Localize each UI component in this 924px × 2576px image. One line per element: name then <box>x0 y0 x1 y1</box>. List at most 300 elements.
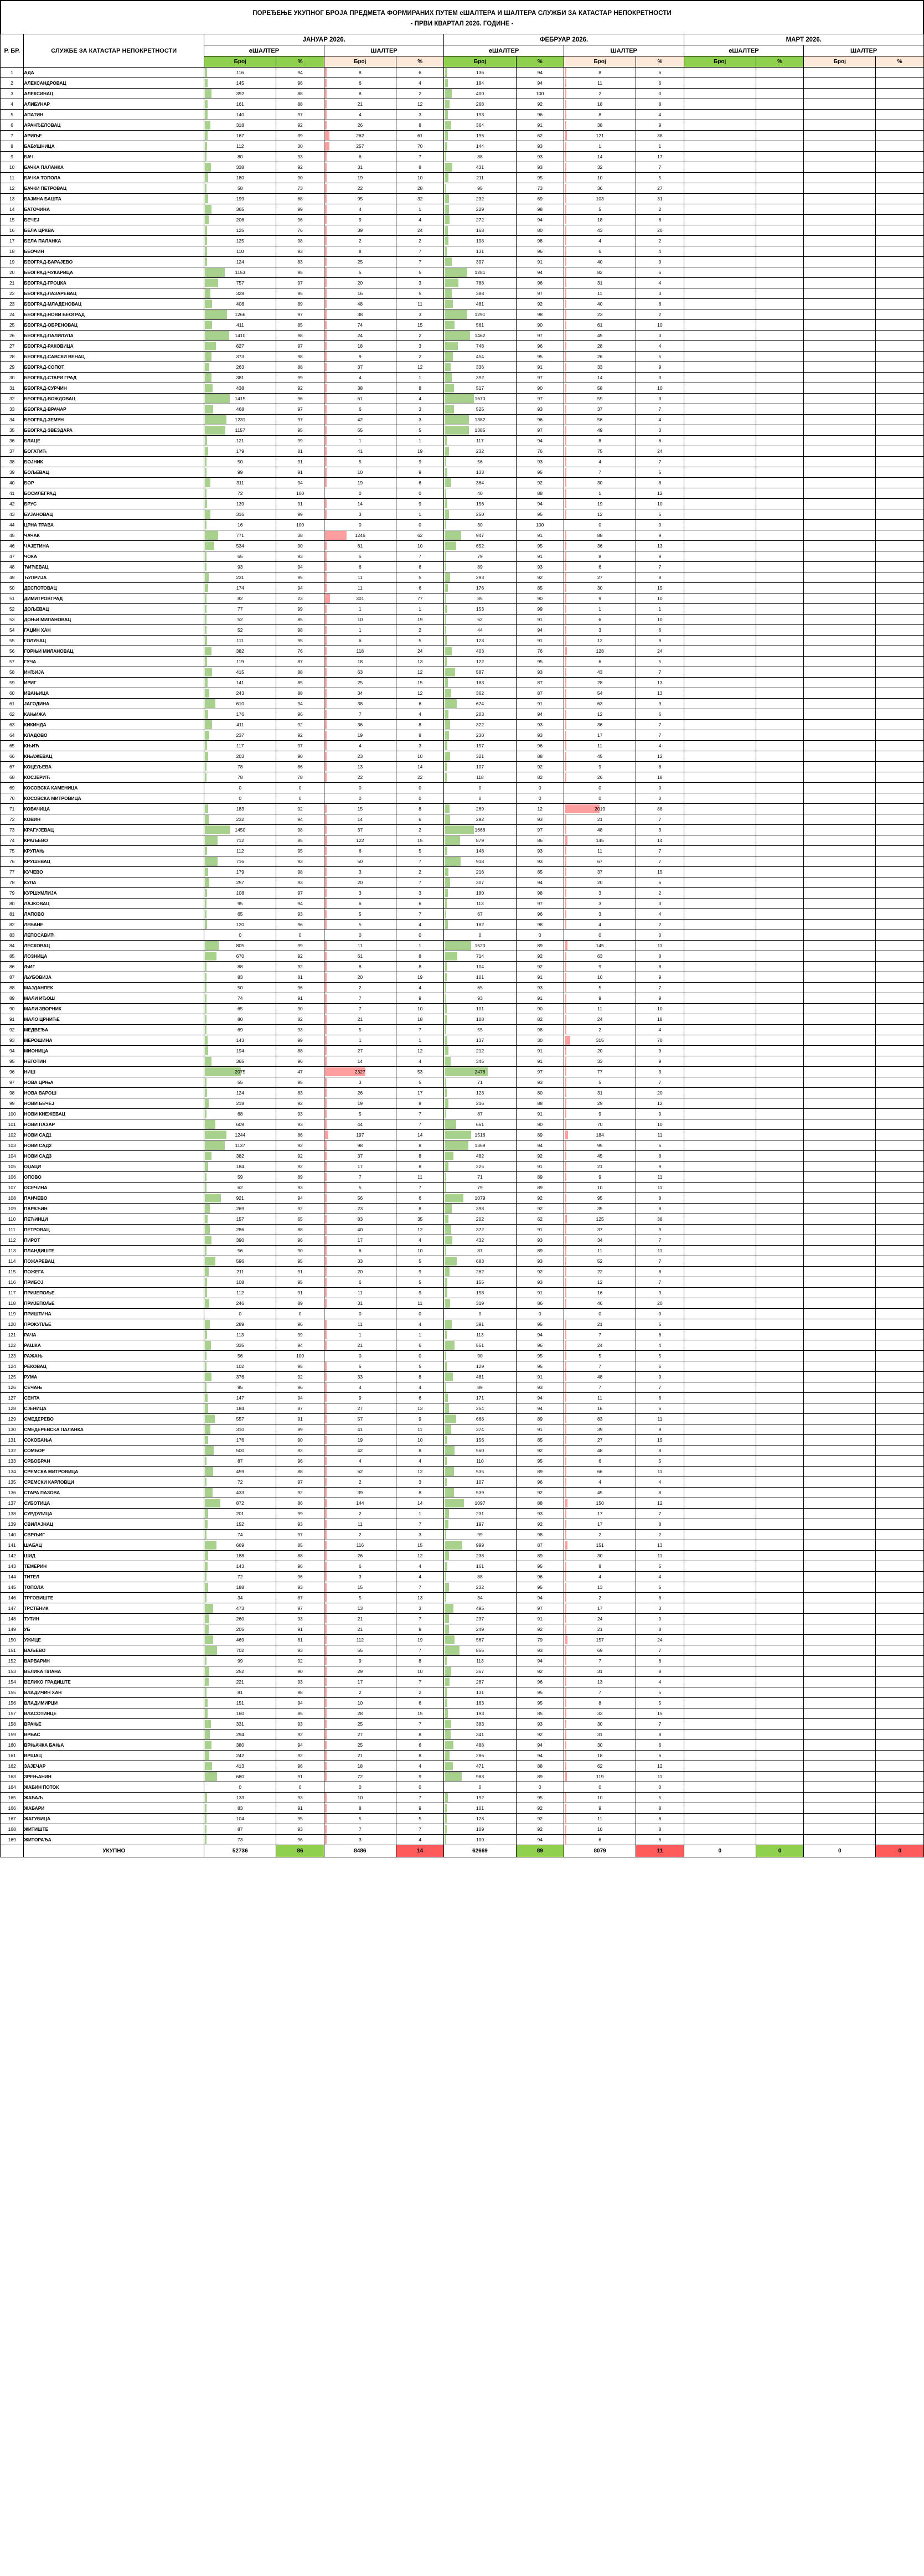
value-bar <box>565 447 566 456</box>
value-bar <box>325 152 327 161</box>
row-number: 38 <box>1 457 24 467</box>
cell-count: 8 <box>324 1803 396 1814</box>
value-bar <box>445 636 447 645</box>
cell-percent: 9 <box>636 551 684 562</box>
value-bar <box>205 836 217 845</box>
cell-count <box>804 1498 876 1509</box>
cell-percent <box>876 709 924 720</box>
cell-percent: 92 <box>516 1446 564 1456</box>
cell-percent: 38 <box>636 1214 684 1225</box>
value-bar <box>325 1436 327 1444</box>
value-bar <box>325 1520 327 1529</box>
cell-percent <box>876 1793 924 1803</box>
cell-count <box>684 877 756 888</box>
value-bar <box>445 1572 446 1581</box>
cell-count: 6 <box>324 404 396 415</box>
table-row <box>1 1382 924 1393</box>
cell-percent: 4 <box>396 394 444 404</box>
value-bar <box>205 1351 207 1360</box>
cell-count: 176 <box>444 583 516 593</box>
cell-percent: 9 <box>396 1803 444 1814</box>
cell-percent: 92 <box>276 1488 324 1498</box>
row-number: 41 <box>1 488 24 499</box>
cell-count: 627 <box>204 341 276 352</box>
cell-count: 0 <box>564 1782 636 1793</box>
cell-percent <box>756 1824 803 1835</box>
cell-percent: 94 <box>516 625 564 636</box>
value-bar <box>205 1246 207 1255</box>
cell-percent: 94 <box>516 1403 564 1414</box>
cell-percent: 8 <box>396 1204 444 1214</box>
cell-count: 42 <box>324 415 396 425</box>
cell-count: 89 <box>444 562 516 572</box>
cell-count <box>684 1109 756 1119</box>
value-bar <box>445 1604 453 1613</box>
cell-percent <box>756 1593 803 1603</box>
value-bar <box>205 236 207 245</box>
cell-count: 125 <box>204 236 276 246</box>
service-name: СОКОБАЊА <box>24 1435 204 1446</box>
value-bar <box>445 1278 447 1287</box>
cell-count: 367 <box>444 1666 516 1677</box>
cell-count: 144 <box>444 141 516 152</box>
service-name: БЕОГРАД-ЛАЗАРЕВАЦ <box>24 288 204 299</box>
value-bar <box>205 1152 211 1160</box>
cell-percent: 91 <box>516 1056 564 1067</box>
row-number: 66 <box>1 751 24 762</box>
cell-percent <box>876 1803 924 1814</box>
cell-percent: 4 <box>636 1477 684 1488</box>
cell-percent <box>876 1025 924 1035</box>
totals-label: УКУПНО <box>24 1845 204 1857</box>
cell-count <box>684 1151 756 1161</box>
cell-percent: 1 <box>396 1330 444 1340</box>
cell-count: 551 <box>444 1340 516 1351</box>
table-row <box>1 1456 924 1467</box>
cell-count <box>684 1098 756 1109</box>
cell-count <box>684 309 756 320</box>
table-row <box>1 1467 924 1477</box>
cell-percent: 98 <box>276 625 324 636</box>
cell-count: 11 <box>564 1393 636 1403</box>
cell-percent <box>876 530 924 541</box>
value-bar <box>325 321 327 329</box>
cell-count <box>684 951 756 962</box>
cell-percent <box>756 1109 803 1119</box>
cell-count: 14 <box>324 499 396 509</box>
service-name: ТОПОЛА <box>24 1582 204 1593</box>
cell-percent: 6 <box>396 1193 444 1204</box>
cell-percent: 1 <box>396 941 444 951</box>
cell-percent <box>756 920 803 930</box>
cell-percent: 95 <box>516 1561 564 1572</box>
cell-percent <box>756 436 803 446</box>
cell-percent: 93 <box>516 1235 564 1246</box>
cell-percent <box>756 888 803 899</box>
cell-percent: 6 <box>636 78 684 89</box>
value-bar <box>445 1457 446 1465</box>
cell-percent <box>756 562 803 572</box>
cell-percent: 6 <box>636 68 684 78</box>
cell-percent: 10 <box>396 1246 444 1256</box>
cell-percent: 85 <box>276 615 324 625</box>
cell-count: 39 <box>564 1424 636 1435</box>
cell-percent: 97 <box>276 741 324 751</box>
cell-count: 128 <box>444 1814 516 1824</box>
cell-count <box>684 278 756 288</box>
cell-percent <box>876 446 924 457</box>
cell-percent <box>876 257 924 267</box>
cell-count: 471 <box>444 1761 516 1772</box>
cell-percent: 9 <box>636 1225 684 1235</box>
value-bar <box>565 394 566 403</box>
cell-percent <box>756 1193 803 1204</box>
value-bar <box>445 236 448 245</box>
cell-percent: 88 <box>276 1551 324 1561</box>
cell-percent: 95 <box>516 509 564 520</box>
cell-percent: 4 <box>636 909 684 920</box>
row-number: 113 <box>1 1246 24 1256</box>
value-bar <box>205 1236 211 1245</box>
cell-count: 11 <box>324 572 396 583</box>
cell-percent <box>876 415 924 425</box>
table-row <box>1 520 924 530</box>
cell-percent <box>876 1424 924 1435</box>
cell-percent: 15 <box>396 320 444 331</box>
value-bar <box>445 321 455 329</box>
table-row <box>1 1204 924 1214</box>
table-row <box>1 183 924 194</box>
value-bar <box>565 1741 566 1749</box>
cell-percent: 13 <box>636 1540 684 1551</box>
cell-count: 668 <box>444 1414 516 1424</box>
cell-percent: 8 <box>396 1098 444 1109</box>
cell-count <box>804 331 876 341</box>
cell-count <box>804 1214 876 1225</box>
row-number: 168 <box>1 1824 24 1835</box>
row-number: 95 <box>1 1056 24 1067</box>
cell-count: 59 <box>564 394 636 404</box>
cell-count: 26 <box>564 772 636 783</box>
cell-count <box>684 941 756 951</box>
service-name: СВРЉИГ <box>24 1530 204 1540</box>
cell-percent: 2 <box>636 204 684 215</box>
value-bar <box>205 1804 207 1813</box>
service-name: АЛЕКСАНДРОВАЦ <box>24 78 204 89</box>
cell-percent <box>876 888 924 899</box>
cell-percent: 76 <box>516 446 564 457</box>
value-bar <box>205 1488 213 1497</box>
cell-percent <box>876 657 924 667</box>
service-name: ПАРАЋИН <box>24 1204 204 1214</box>
cell-count <box>804 1361 876 1372</box>
cell-count <box>804 720 876 730</box>
cell-count: 0 <box>564 793 636 804</box>
cell-count: 4 <box>564 920 636 930</box>
cell-count <box>684 1161 756 1172</box>
value-bar <box>205 657 207 666</box>
cell-percent <box>756 772 803 783</box>
cell-count <box>684 1551 756 1561</box>
service-name: ПОЖАРЕВАЦ <box>24 1256 204 1267</box>
cell-percent <box>876 404 924 415</box>
cell-percent <box>756 1288 803 1298</box>
value-bar <box>565 1425 566 1434</box>
cell-percent <box>876 1225 924 1235</box>
cell-count <box>684 383 756 394</box>
cell-percent <box>876 720 924 730</box>
cell-count: 6 <box>564 1456 636 1467</box>
cell-percent: 5 <box>636 1687 684 1698</box>
cell-count: 40 <box>444 488 516 499</box>
value-bar <box>565 1320 566 1329</box>
cell-percent: 0 <box>636 1309 684 1319</box>
cell-percent <box>876 236 924 246</box>
cell-count: 289 <box>204 1319 276 1330</box>
cell-percent: 92 <box>516 1151 564 1161</box>
cell-percent: 9 <box>636 636 684 646</box>
value-bar <box>325 1099 327 1108</box>
cell-percent: 12 <box>516 804 564 814</box>
table-row <box>1 941 924 951</box>
cell-count: 161 <box>204 99 276 110</box>
cell-percent: 0 <box>396 488 444 499</box>
cell-percent <box>876 1509 924 1519</box>
cell-count: 438 <box>204 383 276 394</box>
value-bar <box>325 1667 327 1676</box>
cell-count <box>804 962 876 972</box>
cell-count <box>804 1382 876 1393</box>
value-bar <box>325 131 329 140</box>
value-bar <box>445 594 446 603</box>
cell-percent <box>876 1446 924 1456</box>
value-bar <box>205 173 208 182</box>
value-bar <box>325 1109 327 1118</box>
row-number: 102 <box>1 1130 24 1140</box>
col-header-month-february: ФЕБРУАР 2026. <box>444 34 684 45</box>
value-bar <box>325 1120 327 1129</box>
cell-percent <box>756 825 803 835</box>
cell-percent: 7 <box>636 856 684 867</box>
cell-percent: 9 <box>636 1046 684 1056</box>
value-bar <box>445 1741 453 1749</box>
row-number: 149 <box>1 1624 24 1635</box>
cell-percent: 96 <box>276 1319 324 1330</box>
cell-count: 10 <box>564 1824 636 1835</box>
cell-count <box>804 120 876 131</box>
cell-percent: 92 <box>516 962 564 972</box>
value-bar <box>445 499 447 508</box>
value-bar <box>325 142 329 151</box>
value-bar <box>325 1152 327 1160</box>
value-bar <box>325 373 327 382</box>
cell-count <box>804 846 876 856</box>
cell-count: 13 <box>564 1677 636 1687</box>
value-bar <box>445 1415 456 1423</box>
cell-count <box>684 1446 756 1456</box>
table-row <box>1 1603 924 1614</box>
cell-count: 18 <box>324 1761 396 1772</box>
value-bar <box>445 1341 454 1350</box>
cell-count: 5 <box>324 909 396 920</box>
row-number: 136 <box>1 1488 24 1498</box>
cell-count: 29 <box>564 1098 636 1109</box>
cell-percent <box>756 636 803 646</box>
table-row <box>1 309 924 320</box>
cell-count: 88 <box>444 1572 516 1582</box>
row-number: 108 <box>1 1193 24 1204</box>
cell-count: 20 <box>324 877 396 888</box>
cell-count: 150 <box>564 1498 636 1509</box>
service-name: БАЧКА ТОПОЛА <box>24 173 204 183</box>
cell-count: 380 <box>204 1740 276 1751</box>
value-bar <box>445 1614 448 1623</box>
cell-percent: 4 <box>636 246 684 257</box>
cell-count <box>684 730 756 741</box>
cell-percent <box>756 835 803 846</box>
cell-percent: 13 <box>636 688 684 699</box>
cell-count: 212 <box>444 1046 516 1056</box>
cell-percent <box>756 688 803 699</box>
cell-count: 319 <box>444 1298 516 1309</box>
cell-percent: 69 <box>516 194 564 204</box>
cell-percent: 93 <box>276 1582 324 1593</box>
value-bar <box>325 1194 327 1202</box>
cell-count <box>804 699 876 709</box>
cell-percent: 7 <box>636 730 684 741</box>
row-number: 21 <box>1 278 24 288</box>
row-number: 4 <box>1 99 24 110</box>
cell-count <box>684 888 756 899</box>
cell-count: 469 <box>204 1635 276 1645</box>
cell-percent <box>876 1330 924 1340</box>
cell-percent: 4 <box>396 1572 444 1582</box>
cell-count: 286 <box>204 1225 276 1235</box>
value-bar <box>565 584 566 592</box>
cell-percent: 24 <box>636 1635 684 1645</box>
cell-percent <box>756 225 803 236</box>
cell-count: 482 <box>444 1151 516 1161</box>
cell-percent <box>756 1708 803 1719</box>
row-number: 47 <box>1 551 24 562</box>
row-number: 166 <box>1 1803 24 1814</box>
cell-count: 345 <box>444 1056 516 1067</box>
cell-percent <box>876 1498 924 1509</box>
cell-percent <box>756 1477 803 1488</box>
cell-percent: 4 <box>396 1056 444 1067</box>
cell-count: 411 <box>204 720 276 730</box>
row-number: 107 <box>1 1183 24 1193</box>
table-row <box>1 373 924 383</box>
cell-percent <box>756 1035 803 1046</box>
cell-count: 12 <box>564 636 636 646</box>
row-number: 60 <box>1 688 24 699</box>
cell-count: 52 <box>204 615 276 625</box>
cell-percent <box>756 404 803 415</box>
cell-count: 8 <box>564 436 636 446</box>
cell-count: 59 <box>204 1172 276 1183</box>
service-name: ЖАГУБИЦА <box>24 1814 204 1824</box>
cell-percent: 17 <box>396 1088 444 1098</box>
value-bar <box>445 1099 448 1108</box>
value-bar <box>445 205 448 214</box>
cell-percent: 89 <box>516 1172 564 1183</box>
cell-percent: 8 <box>636 478 684 488</box>
cell-percent: 96 <box>276 1382 324 1393</box>
cell-count <box>684 930 756 941</box>
row-number: 92 <box>1 1025 24 1035</box>
cell-count: 216 <box>444 867 516 877</box>
cell-count: 11 <box>564 741 636 751</box>
value-bar <box>565 289 566 298</box>
row-number: 103 <box>1 1140 24 1151</box>
cell-count: 8 <box>324 89 396 99</box>
cell-percent <box>756 1624 803 1635</box>
table-row <box>1 488 924 499</box>
col-header-feb-s-broj: Број <box>564 56 636 68</box>
cell-percent: 47 <box>276 1067 324 1077</box>
cell-count: 310 <box>204 1424 276 1435</box>
cell-count: 292 <box>444 814 516 825</box>
value-bar <box>565 1656 566 1665</box>
cell-percent: 8 <box>396 1656 444 1666</box>
cell-percent: 94 <box>516 1593 564 1603</box>
cell-count <box>804 562 876 572</box>
cell-percent: 11 <box>396 299 444 309</box>
cell-percent: 94 <box>516 78 564 89</box>
value-bar <box>565 1393 566 1402</box>
cell-percent <box>876 173 924 183</box>
cell-percent: 8 <box>636 762 684 772</box>
cell-percent: 94 <box>516 1393 564 1403</box>
cell-percent <box>756 867 803 877</box>
cell-percent: 0 <box>396 1782 444 1793</box>
cell-count: 145 <box>564 835 636 846</box>
cell-percent: 11 <box>636 1183 684 1193</box>
cell-count <box>804 1782 876 1793</box>
cell-count: 712 <box>204 835 276 846</box>
service-name: НОВИ САД1 <box>24 1130 204 1140</box>
cell-percent: 6 <box>636 625 684 636</box>
service-name: БЕОГРАД-САВСКИ ВЕНАЦ <box>24 352 204 362</box>
cell-count <box>684 1330 756 1340</box>
service-name: КРАЉЕВО <box>24 835 204 846</box>
cell-percent: 70 <box>396 141 444 152</box>
cell-percent: 4 <box>636 1677 684 1687</box>
cell-percent: 1 <box>396 204 444 215</box>
cell-count: 65 <box>204 909 276 920</box>
row-number: 169 <box>1 1835 24 1845</box>
cell-count: 0 <box>444 1309 516 1319</box>
value-bar <box>325 1078 327 1087</box>
cell-count <box>684 1698 756 1708</box>
cell-count <box>684 89 756 99</box>
cell-percent: 7 <box>396 1614 444 1624</box>
value-bar <box>445 520 446 529</box>
value-bar <box>565 541 566 550</box>
value-bar <box>205 773 207 782</box>
cell-count: 5 <box>564 1351 636 1361</box>
cell-percent: 8 <box>636 1824 684 1835</box>
cell-percent: 7 <box>396 877 444 888</box>
cell-percent: 85 <box>276 1708 324 1719</box>
cell-count: 101 <box>444 972 516 983</box>
value-bar <box>445 668 455 677</box>
value-bar <box>205 573 209 582</box>
value-bar <box>325 762 327 771</box>
cell-count: 294 <box>204 1730 276 1740</box>
cell-percent <box>756 1361 803 1372</box>
